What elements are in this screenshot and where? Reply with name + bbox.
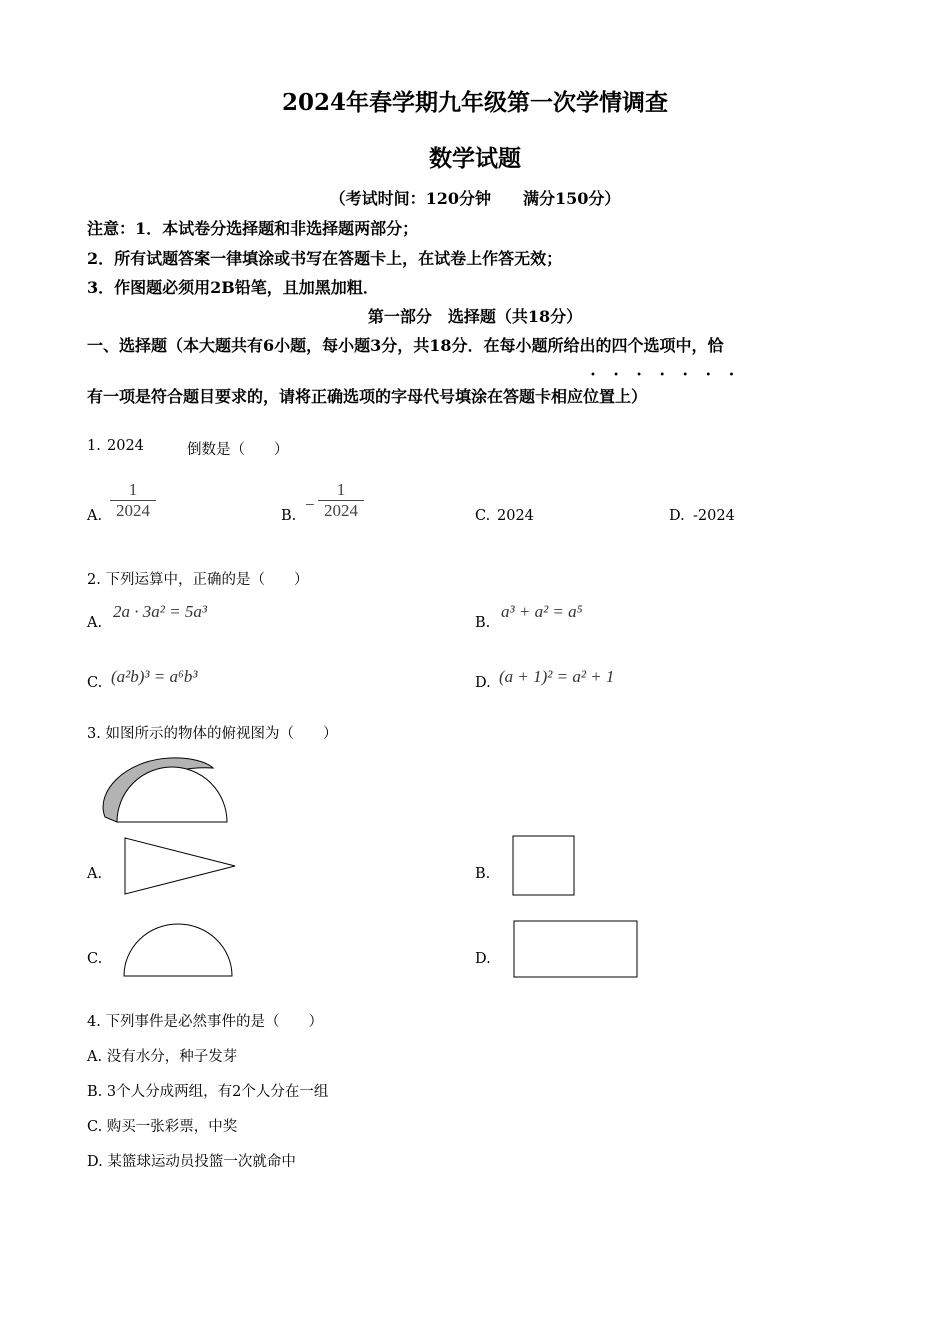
q3-option-a-triangle xyxy=(122,836,240,898)
q3-option-c-label: C. xyxy=(87,951,103,967)
emphasis-dots: • • • • • • • xyxy=(590,370,742,381)
note-1: 注意：1．本试卷分选择题和非选择题两部分； xyxy=(87,219,419,238)
q3-object-figure xyxy=(95,752,235,828)
exam-title: 2024年春学期九年级第一次学情调查 xyxy=(281,89,668,116)
q2-option-b-label: B. xyxy=(475,615,491,631)
q1-option-a-label: A. xyxy=(87,508,103,524)
q3-option-d-label: D. xyxy=(475,951,491,967)
section-intro-line2: 有一项是符合题目要求的，请将正确选项的字母代号填涂在答题卡相应位置上） xyxy=(87,387,648,406)
q1-option-b-denominator: 2024 xyxy=(324,501,358,520)
q3-option-b-square xyxy=(511,834,577,898)
q4-option-b: B. 3个人分成两组，有2个人分在一组 xyxy=(87,1084,329,1100)
exam-info: （考试时间：120分钟 满分150分） xyxy=(329,189,621,208)
q2-option-c-label: C. xyxy=(87,675,103,691)
section-intro-line1: 一、选择题（本大题共有6小题，每小题3分，共18分．在每小题所给出的四个选项中，恰 xyxy=(87,336,724,355)
q1-option-a-numerator: 1 xyxy=(128,480,138,499)
note-3: 3．作图题必须用2B铅笔，且加黑加粗． xyxy=(87,278,379,297)
q3-option-a-label: A. xyxy=(87,866,103,882)
q1-value: 2024 xyxy=(107,438,144,454)
q1-option-c-text: 2024 xyxy=(497,508,534,524)
q2-option-c-expr: (a²b)³ = a⁶b³ xyxy=(111,667,198,686)
exam-subtitle: 数学试题 xyxy=(429,145,521,172)
q3-option-c-semicircle xyxy=(121,920,237,980)
q2-option-b-expr: a³ + a² = a⁵ xyxy=(501,602,583,621)
q2-option-a-label: A. xyxy=(87,615,103,631)
q2-option-d-expr: (a + 1)² = a² + 1 xyxy=(499,667,615,686)
q4-stem: 4. 下列事件是必然事件的是（ ） xyxy=(87,1014,323,1030)
q3-option-d-rectangle xyxy=(512,919,640,980)
q4-option-c: C. 购买一张彩票，中奖 xyxy=(87,1119,238,1135)
note-2: 2．所有试题答案一律填涂或书写在答题卡上，在试卷上作答无效； xyxy=(87,249,563,268)
q1-option-d-label: D. xyxy=(669,508,685,524)
q1-option-a-denominator: 2024 xyxy=(116,501,150,520)
q1-stem: 倒数是（ ） xyxy=(187,442,289,458)
q1-option-c-label: C. xyxy=(475,508,491,524)
q1-option-b-numerator: 1 xyxy=(336,480,346,499)
q2-option-d-label: D. xyxy=(475,675,491,691)
q4-option-d: D. 某篮球运动员投篮一次就命中 xyxy=(87,1154,296,1170)
q4-option-a: A. 没有水分，种子发芽 xyxy=(87,1049,238,1065)
q1-option-b-label: B. xyxy=(281,508,297,524)
q1-option-b-fraction xyxy=(318,480,364,521)
q2-stem: 2. 下列运算中，正确的是（ ） xyxy=(87,572,309,588)
q3-option-b-label: B. xyxy=(475,866,491,882)
q2-option-a-expr: 2a · 3a² = 5a³ xyxy=(113,602,207,621)
q1-number: 1. xyxy=(87,438,101,454)
part-title: 第一部分 选择题（共18分） xyxy=(367,307,583,326)
q3-stem: 3. 如图所示的物体的俯视图为（ ） xyxy=(87,726,338,742)
q1-option-a-fraction xyxy=(110,480,156,521)
q1-option-d-text: -2024 xyxy=(693,508,735,524)
q1-option-b-sign: − xyxy=(305,495,315,514)
